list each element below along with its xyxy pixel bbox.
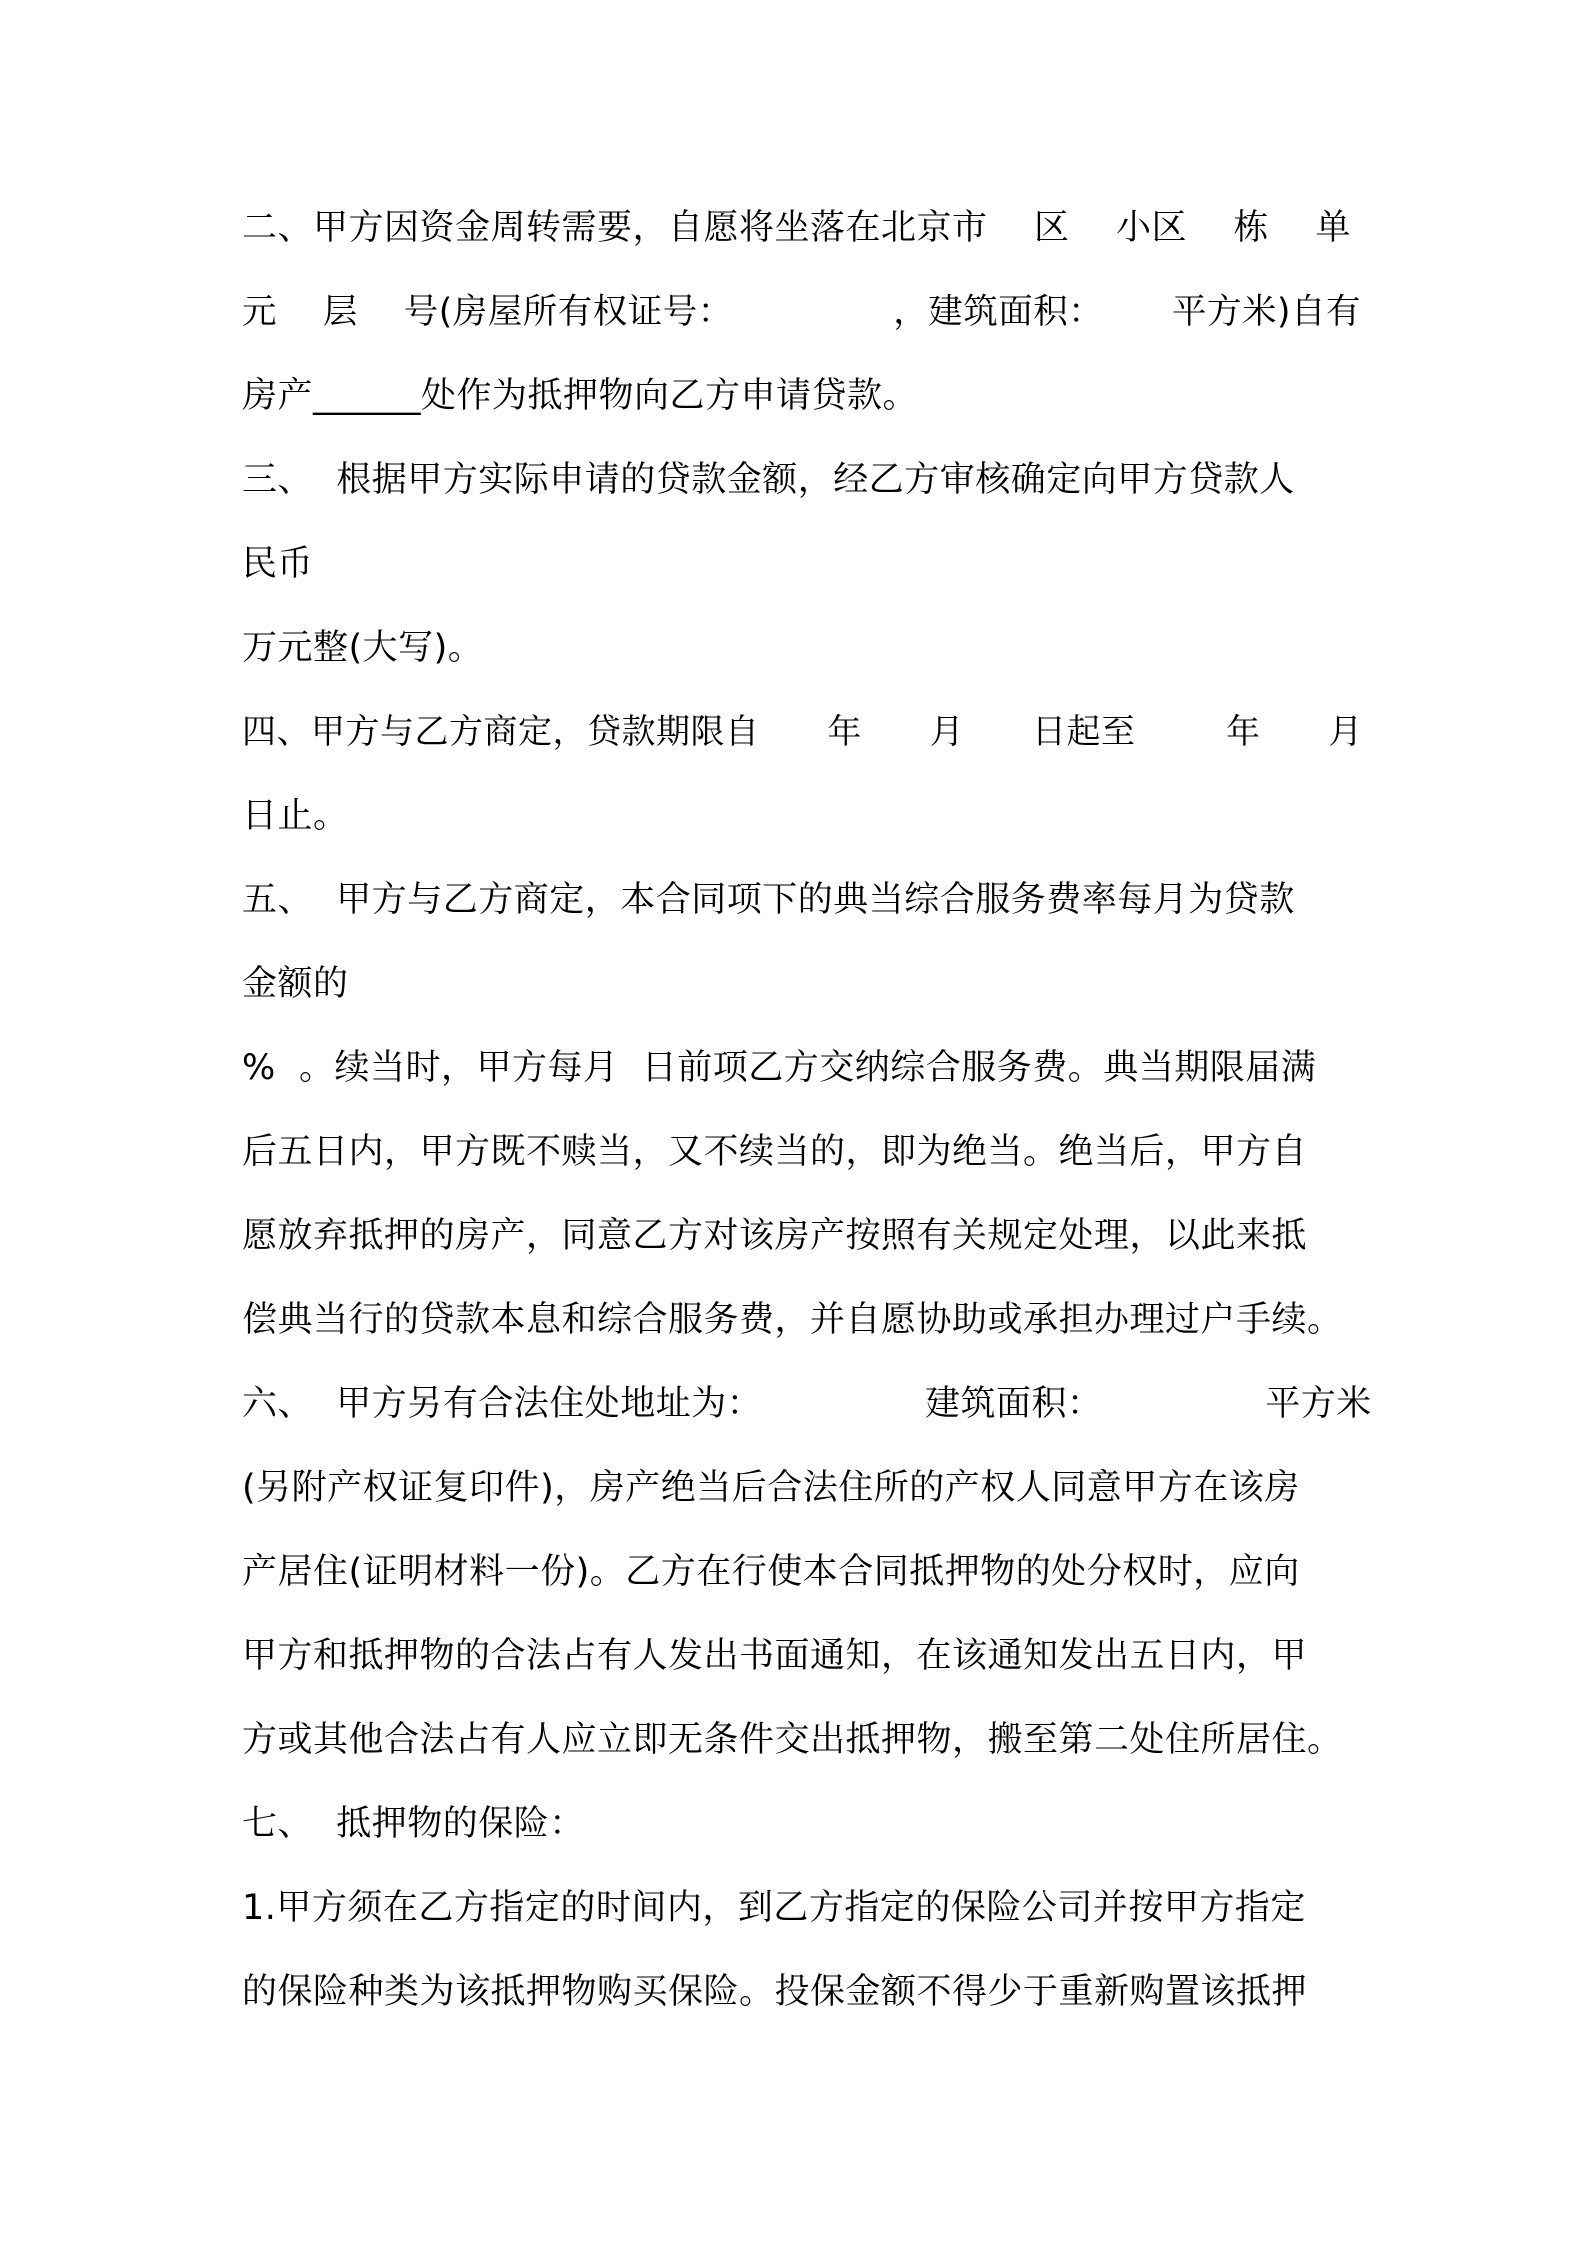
- clause-4-line-2: 日止。: [242, 796, 349, 836]
- clause-5-line-4: 后五日内，甲方既不赎当，又不续当的，即为绝当。绝当后，甲方自: [242, 1132, 1308, 1172]
- clause-4-line-1: 四、甲方与乙方商定，贷款期限自 年 月 日起至 年 月: [242, 712, 1363, 752]
- clause-6-line-4: 甲方和抵押物的合法占有人发出书面通知，在该通知发出五日内，甲: [242, 1636, 1308, 1676]
- clause-2-line-2: 元 层 号(房屋所有权证号： ，建筑面积： 平方米)自有: [242, 292, 1361, 332]
- clause-6-line-1: 六、 甲方另有合法住处地址为： 建筑面积： 平方米: [242, 1384, 1372, 1424]
- clause-3-line-3: 万元整(大写)。: [242, 628, 484, 668]
- clause-3-line-2: 民币: [242, 544, 314, 584]
- clause-6-line-3: 产居住(证明材料一份)。乙方在行使本合同抵押物的处分权时，应向: [242, 1552, 1300, 1592]
- clause-5-line-2: 金额的: [242, 964, 349, 1004]
- clause-7-heading: 七、 抵押物的保险：: [242, 1804, 585, 1844]
- clause-5-line-3: % 。续当时，甲方每月 日前项乙方交纳综合服务费。典当期限届满: [242, 1048, 1317, 1088]
- clause-3-line-1: 三、 根据甲方实际申请的贷款金额，经乙方审核确定向甲方贷款人: [242, 460, 1295, 500]
- clause-5-line-1: 五、 甲方与乙方商定，本合同项下的典当综合服务费率每月为贷款: [242, 880, 1295, 920]
- clause-7-item-1-line-2: 的保险种类为该抵押物购买保险。投保金额不得少于重新购置该抵押: [242, 1972, 1308, 2012]
- clause-5-line-5: 愿放弃抵押的房产，同意乙方对该房产按照有关规定处理，以此来抵: [242, 1216, 1308, 1256]
- clause-6-line-5: 方或其他合法占有人应立即无条件交出抵押物，搬至第二处住所居住。: [242, 1720, 1343, 1760]
- clause-5-line-6: 偿典当行的贷款本息和综合服务费，并自愿协助或承担办理过户手续。: [242, 1300, 1343, 1340]
- clause-7-item-1-line-1: 1.甲方须在乙方指定的时间内，到乙方指定的保险公司并按甲方指定: [242, 1888, 1306, 1928]
- clause-2-line-1: 二、甲方因资金周转需要，自愿将坐落在北京市 区 小区 栋 单: [242, 208, 1352, 248]
- clause-6-line-2: (另附产权证复印件)，房产绝当后合法住所的产权人同意甲方在该房: [242, 1468, 1300, 1508]
- clause-2-line-3: 房产______处作为抵押物向乙方申请贷款。: [242, 376, 919, 416]
